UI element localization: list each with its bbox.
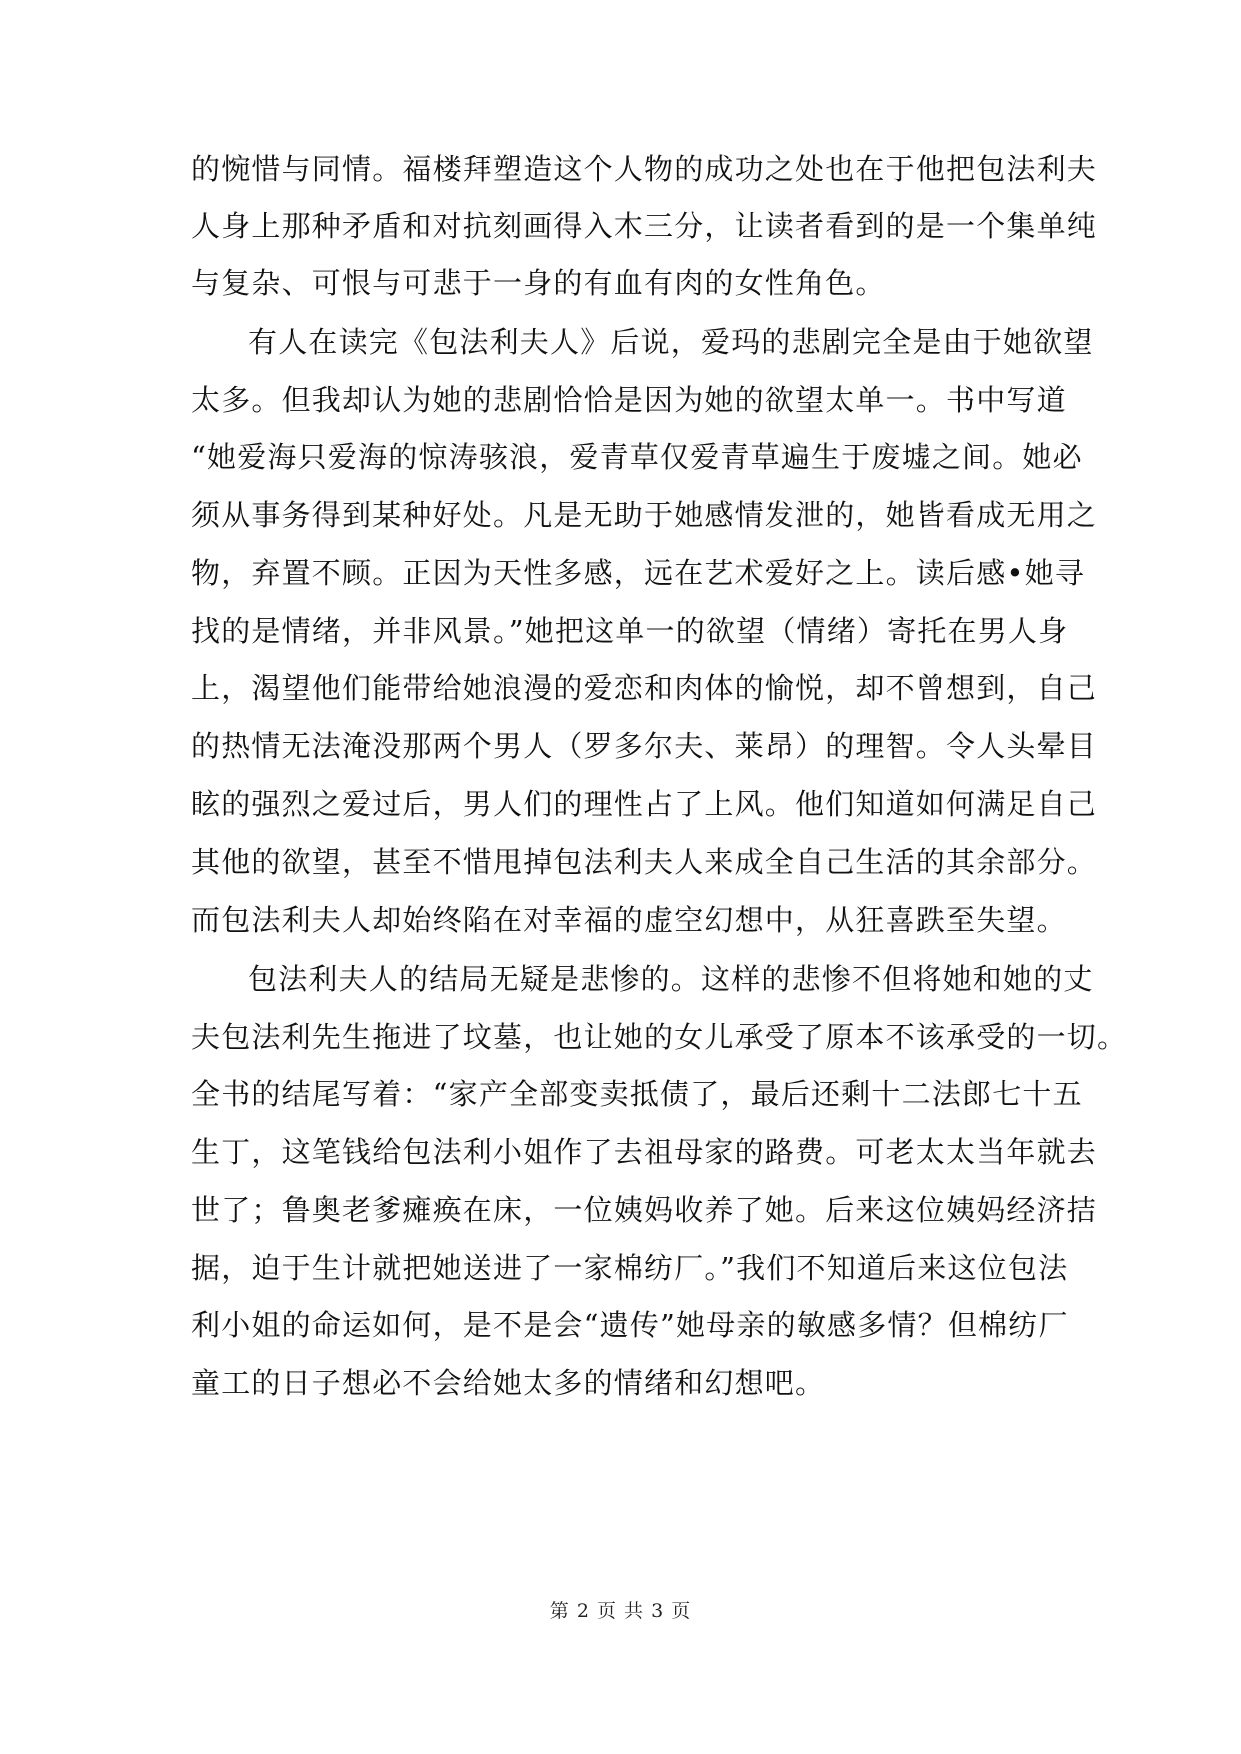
paragraph-start-line: 有人在读完《包法利夫人》后说，爱玛的悲剧完全是由于她欲望 [248,325,1094,359]
body-line: 太多。但我却认为她的悲剧恰恰是因为她的欲望太单一。书中写道 [191,383,1067,417]
body-line: 夫包法利先生拖进了坟墓，也让她的女儿承受了原本不该承受的一切。 [191,1020,1128,1054]
footer-middle: 页 共 [596,1600,645,1622]
body-line: 人身上那种矛盾和对抗刻画得入木三分，让读者看到的是一个集单纯 [191,209,1098,243]
body-line: 上，渴望他们能带给她浪漫的爱恋和肉体的愉悦，却不曾想到，自己 [191,671,1098,705]
body-line: 须从事务得到某种好处。凡是无助于她感情发泄的，她皆看成无用之 [191,498,1098,532]
body-line: 生丁，这笔钱给包法利小姐作了去祖母家的路费。可老太太当年就去 [191,1135,1098,1169]
body-line: 的热情无法淹没那两个男人（罗多尔夫、莱昂）的理智。令人头晕目 [191,729,1098,763]
paragraph-start-line: 包法利夫人的结局无疑是悲惨的。这样的悲惨不但将她和她的丈 [248,962,1094,996]
body-line: 而包法利夫人却始终陷在对幸福的虚空幻想中，从狂喜跌至失望。 [191,903,1067,937]
footer-total-pages: 3 [651,1600,665,1622]
body-line: 据，迫于生计就把她送进了一家棉纺厂。”我们不知道后来这位包法 [191,1251,1069,1285]
body-line: 的惋惜与同情。福楼拜塑造这个人物的成功之处也在于他把包法利夫 [191,152,1098,186]
body-line: 童工的日子想必不会给她太多的情绪和幻想吧。 [191,1366,826,1400]
page-footer [0,1599,1241,1623]
body-line: 物，弃置不顾。正因为天性多感，远在艺术爱好之上。读后感•她寻 [191,556,1086,590]
body-line: “她爱海只爱海的惊涛骇浪，爱青草仅爱青草遍生于废墟之间。她必 [191,440,1083,474]
footer-current-page: 2 [576,1600,590,1622]
footer-prefix: 第 [549,1600,570,1622]
body-line: 全书的结尾写着：“家产全部变卖抵债了，最后还剩十二法郎七十五 [191,1077,1083,1111]
body-line: 找的是情绪，并非风景。”她把这单一的欲望（情绪）寄托在男人身 [191,614,1069,648]
body-line: 其他的欲望，甚至不惜甩掉包法利夫人来成全自己生活的其余部分。 [191,845,1098,879]
body-line: 眩的强烈之爱过后，男人们的理性占了上风。他们知道如何满足自己 [191,787,1098,821]
footer-suffix: 页 [671,1600,692,1622]
body-line: 世了；鲁奥老爹瘫痪在床，一位姨妈收养了她。后来这位姨妈经济拮 [191,1193,1098,1227]
body-line: 与复杂、可恨与可悲于一身的有血有肉的女性角色。 [191,266,886,300]
body-line: 利小姐的命运如何，是不是会“遗传”她母亲的敏感多情？但棉纺厂 [191,1308,1069,1342]
